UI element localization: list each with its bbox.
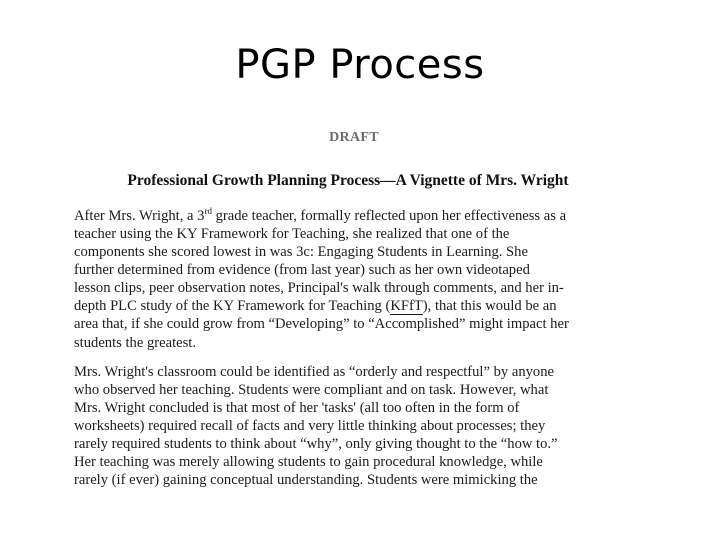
paragraph-line: rarely required students to think about “why”, only giving thought to the “how to.” [74,435,558,452]
document-excerpt [74,130,614,500]
paragraph-line: rarely (if ever) gaining conceptual understanding. Students were mimicking the [74,472,538,489]
paragraph-line: Mrs. Wright's classroom could be identified as “orderly and respectful” by anyone [74,363,554,380]
paragraph-line: worksheets) required recall of facts and very little thinking about processes; they [74,417,546,434]
slide-title: PGP Process [235,42,485,88]
paragraph-line: who observed her teaching. Students were compliant and on task. However, what [74,381,549,398]
paragraph-line: depth PLC study of the KY Framework for Teaching (KFfT), that this would be an [74,298,557,315]
paragraph-1 [74,202,614,352]
paragraph-line: lesson clips, peer observation notes, Principal's walk through comments, and her in- [74,280,564,297]
paragraph-line: teacher using the KY Framework for Teaching, she realized that one of the [74,225,510,242]
paragraph-line: components she scored lowest in was 3c: Engaging Students in Learning. She [74,244,528,261]
paragraph-line: Mrs. Wright concluded is that most of her 'tasks' (all too often in the form of [74,399,520,416]
paragraph-2 [74,363,614,490]
document-heading: Professional Growth Planning Process—A Vignette of Mrs. Wright [127,172,569,189]
paragraph-line: students the greatest. [74,334,196,351]
paragraph-line: Her teaching was merely allowing students to gain procedural knowledge, while [74,454,543,471]
paragraph-line: further determined from evidence (from last year) such as her own videotaped [74,262,530,279]
paragraph-line: After Mrs. Wright, a 3rd grade teacher, formally reflected upon her effectiveness as a [74,206,567,224]
paragraph-line: area that, if she could grow from “Developing” to “Accomplished” might impact her [74,316,569,333]
ordinal-superscript: rd [204,206,212,216]
kfft-abbreviation: KFfT [390,298,423,315]
draft-label: DRAFT [329,130,379,145]
